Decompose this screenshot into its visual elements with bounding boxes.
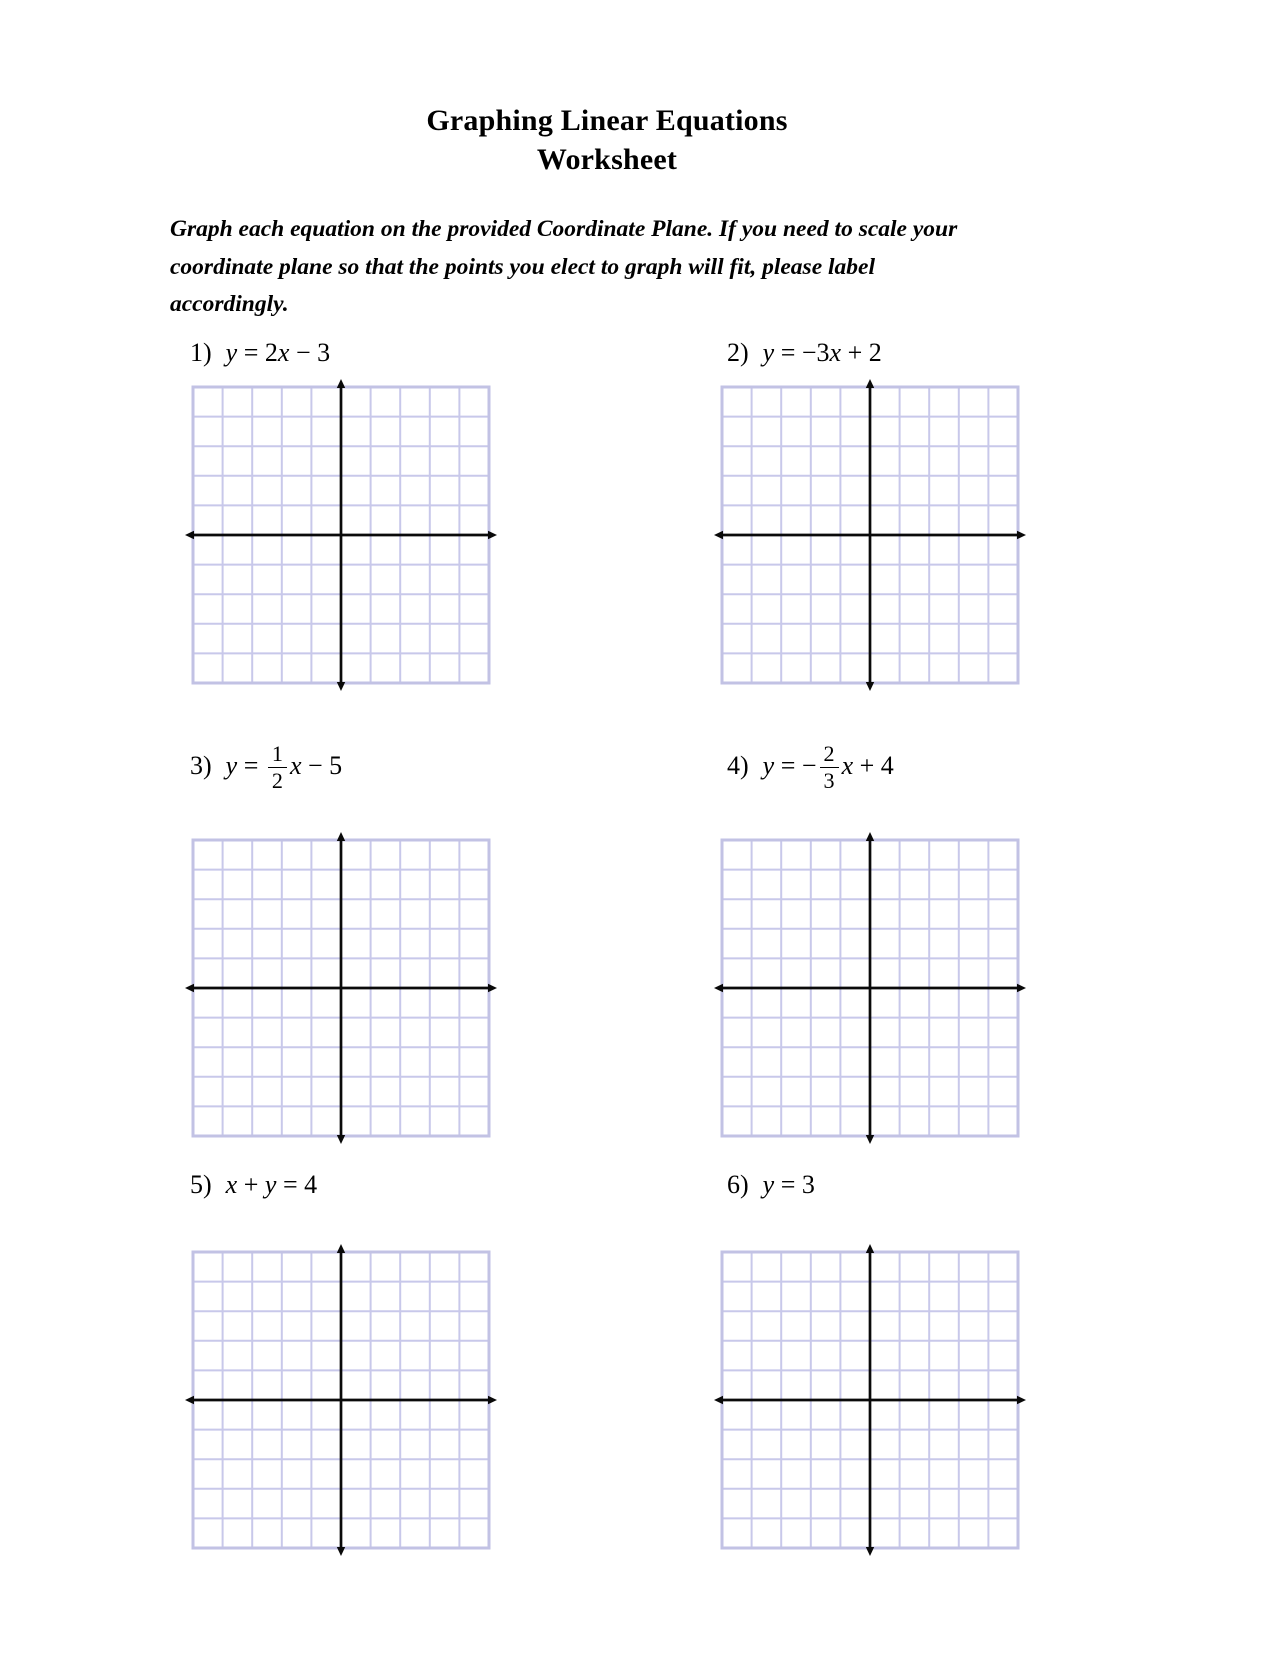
equation-token: + <box>237 1170 265 1199</box>
fraction-denominator: 3 <box>823 767 835 793</box>
problem-5-equation <box>226 1170 317 1199</box>
coordinate-grid-svg <box>181 1240 501 1560</box>
axis-arrow-bottom <box>866 1547 874 1556</box>
axis-arrow-top <box>337 379 345 388</box>
equation-token: y <box>225 338 238 367</box>
equation-token: x <box>841 751 854 781</box>
fraction-numerator: 2 <box>820 742 839 768</box>
axis-arrow-right <box>488 984 497 992</box>
equation-token: y <box>762 338 775 367</box>
axis-arrow-bottom <box>337 1135 345 1144</box>
instructions-line1: Graph each equation on the provided Coordinate Plane. If you need to scale your <box>170 216 958 242</box>
problem-3-equation <box>225 741 343 793</box>
instructions-line3: accordingly. <box>170 291 289 317</box>
axis-arrow-top <box>337 1244 345 1253</box>
axis-arrow-left <box>714 984 723 992</box>
equation-token: x <box>225 1170 238 1199</box>
fraction <box>820 742 839 793</box>
equation-token: y <box>762 751 775 781</box>
problem-4-equation <box>762 741 894 793</box>
problem-4-label <box>727 742 894 793</box>
coordinate-grid-svg <box>181 828 501 1148</box>
equation-token: = <box>237 751 265 781</box>
coordinate-grid-svg <box>710 1240 1030 1560</box>
problem-2-number: 2) <box>727 338 749 367</box>
page-title-line2: Worksheet <box>536 143 678 176</box>
page-title <box>0 101 1214 179</box>
problem-6-label <box>727 1168 815 1202</box>
axis-arrow-left <box>714 531 723 539</box>
equation-token: = 3 <box>774 1170 815 1199</box>
axis-arrow-top <box>866 379 874 388</box>
axis-arrow-top <box>337 832 345 841</box>
problem-1-label <box>190 336 330 370</box>
axis-arrow-left <box>185 984 194 992</box>
problem-2-label <box>727 336 882 370</box>
equation-token: = 2 <box>237 338 278 367</box>
problem-1-equation <box>226 338 330 367</box>
fraction <box>268 742 287 793</box>
equation-token: y <box>225 751 238 781</box>
coordinate-grid-svg <box>710 375 1030 695</box>
axis-arrow-bottom <box>866 682 874 691</box>
axis-arrow-right <box>488 1396 497 1404</box>
coordinate-grid-1 <box>181 375 501 695</box>
equation-token: = −3 <box>774 338 830 367</box>
axis-arrow-top <box>866 1244 874 1253</box>
problem-2-equation <box>763 338 882 367</box>
axis-arrow-bottom <box>866 1135 874 1144</box>
axis-arrow-right <box>1017 531 1026 539</box>
fraction-denominator: 2 <box>271 767 283 793</box>
axis-arrow-left <box>714 1396 723 1404</box>
axis-arrow-top <box>866 832 874 841</box>
axis-arrow-right <box>1017 1396 1026 1404</box>
axis-arrow-left <box>185 531 194 539</box>
axis-arrow-right <box>488 531 497 539</box>
problem-6-number: 6) <box>727 1170 749 1199</box>
problem-3-number: 3) <box>190 751 212 781</box>
coordinate-grid-4 <box>710 828 1030 1148</box>
coordinate-grid-2 <box>710 375 1030 695</box>
fraction-numerator: 1 <box>268 742 287 768</box>
equation-token: x <box>289 751 302 781</box>
axis-arrow-left <box>185 1396 194 1404</box>
axis-arrow-right <box>1017 984 1026 992</box>
problem-3-label <box>190 742 342 793</box>
instructions <box>170 211 1070 324</box>
problem-5-number: 5) <box>190 1170 212 1199</box>
problem-4-number: 4) <box>727 751 749 781</box>
equation-token: + 2 <box>841 338 882 367</box>
equation-token: + 4 <box>853 751 894 781</box>
axis-arrow-bottom <box>337 682 345 691</box>
problem-6-equation <box>763 1170 815 1199</box>
coordinate-grid-5 <box>181 1240 501 1560</box>
equation-token: − 5 <box>301 751 343 781</box>
coordinate-grid-svg <box>181 375 501 695</box>
instructions-line2: coordinate plane so that the points you elect to graph will fit, please label <box>170 253 875 280</box>
equation-token: = 4 <box>276 1170 318 1199</box>
coordinate-grid-svg <box>710 828 1030 1148</box>
equation-token: − 3 <box>289 338 331 367</box>
equation-token: x <box>829 338 842 367</box>
equation-token: = − <box>774 751 817 781</box>
coordinate-grid-6 <box>710 1240 1030 1560</box>
equation-token: y <box>264 1170 277 1199</box>
axis-arrow-bottom <box>337 1547 345 1556</box>
page-title-line1: Graphing Linear Equations <box>426 104 788 137</box>
coordinate-grid-3 <box>181 828 501 1148</box>
equation-token: y <box>762 1170 775 1199</box>
equation-token: x <box>277 338 290 367</box>
problem-1-number: 1) <box>190 338 212 367</box>
problem-5-label <box>190 1168 317 1202</box>
